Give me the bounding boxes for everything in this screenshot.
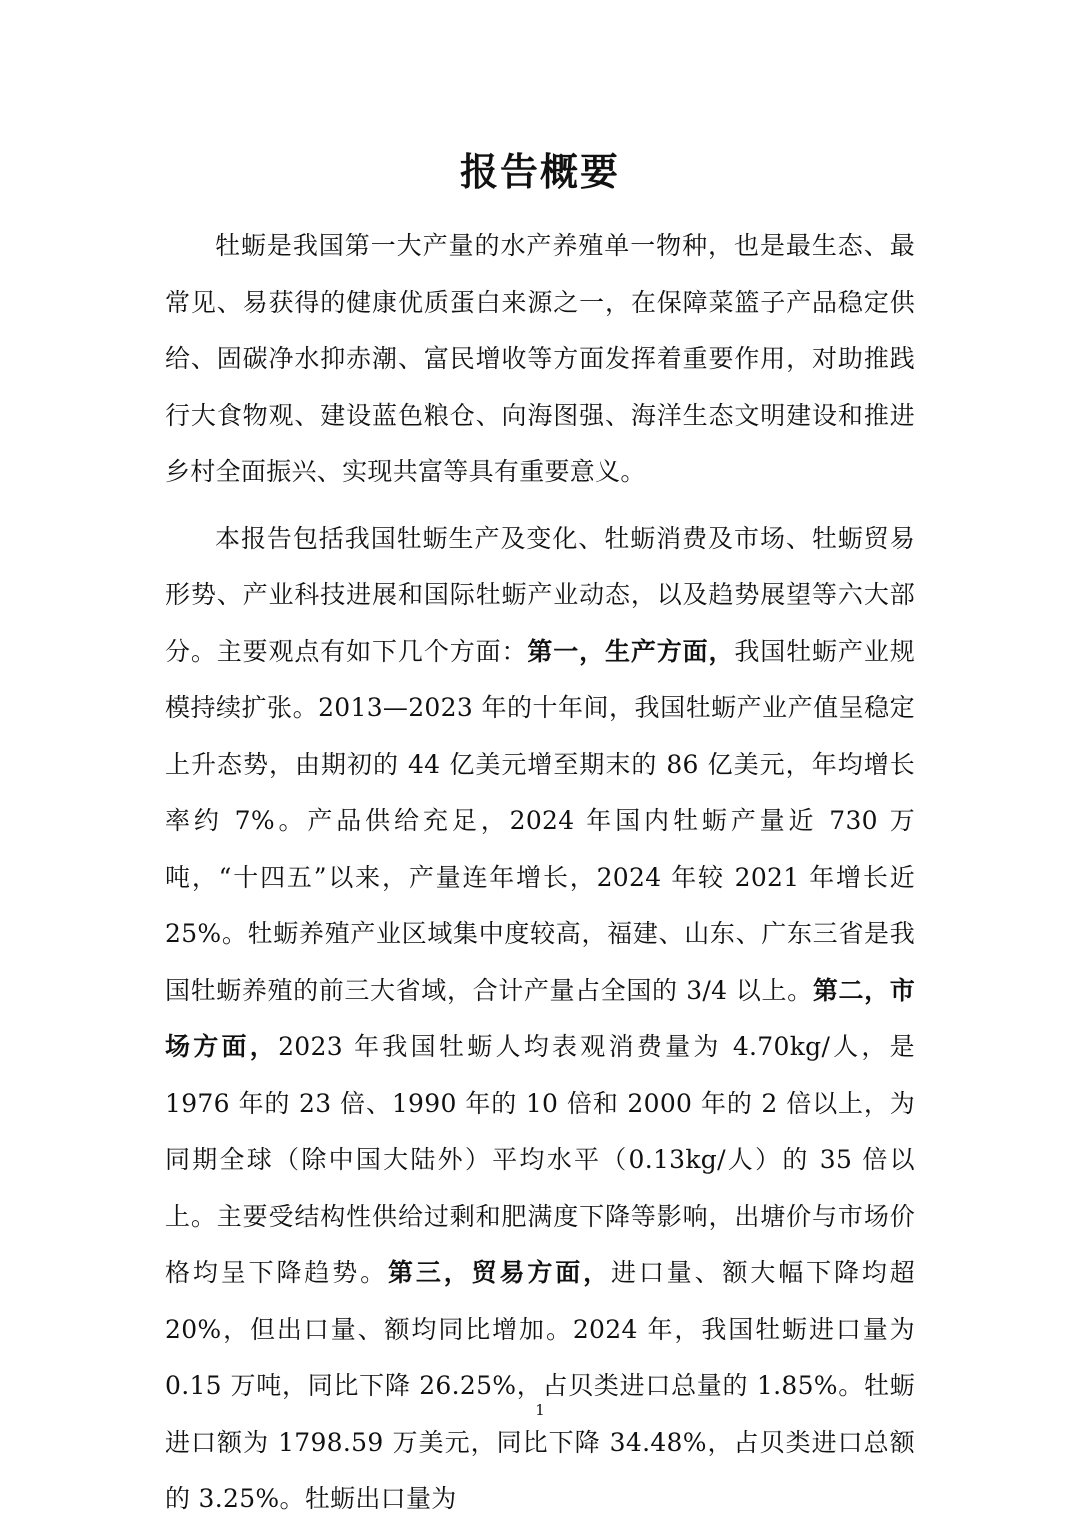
paragraph-text: 本报告包括我国牡蛎生产及变化、牡蛎消费及市场、牡蛎贸易形势、产业科技进展和国际牡蛎产业动态，以及趋势展望等六大部分。主要观点有如下几个方面： <box>165 523 915 666</box>
document-body <box>165 218 915 1528</box>
paragraph-text: 牡蛎是我国第一大产量的水产养殖单一物种，也是最生态、最常见、易获得的健康优质蛋白来源之一，在保障菜篮子产品稳定供给、固碳净水抑赤潮、富民增收等方面发挥着重要作用，对助推践行大食物观、建设蓝色粮仓、向海图强、海洋生态文明建设和推进乡村全面振兴、实现共富等具有重要意义。 <box>165 231 915 486</box>
page-title: 报告概要 <box>459 150 620 194</box>
page-number: 1 <box>535 1401 545 1419</box>
section-heading-production: 第一，生产方面， <box>527 636 735 666</box>
section-heading-market: 第二，市场方面， <box>165 975 916 1061</box>
paragraph-text: 进口量、额大幅下降均超 20%，但出口量、额均同比增加。2024 年，我国牡蛎进口量为 0.15 万吨，同比下降 26.25%，占贝类进口总量的 1.85%。牡蛎进口额为 1798.59 万美元，同比下降 34.48%，占贝类进口总额的 3.25%。牡蛎出口量为 <box>165 1258 915 1513</box>
paragraph-summary <box>165 511 915 1528</box>
paragraph-intro <box>165 218 915 501</box>
paragraph-text: 2023 年我国牡蛎人均表观消费量为 4.70kg/人，是 1976 年的 23 倍、1990 年的 10 倍和 2000 年的 2 倍以上，为同期全球（除中国大陆外）平均水平（0.13kg/人）的 35 倍以上。主要受结构性供给过剩和肥满度下降等影响，出塘价与市场价格均呈下降趋势。 <box>165 1032 915 1287</box>
section-heading-trade: 第三，贸易方面， <box>387 1258 611 1287</box>
paragraph-text: 我国牡蛎产业规模持续扩张。2013—2023 年的十年间，我国牡蛎产业产值呈稳定上升态势，由期初的 44 亿美元增至期末的 86 亿美元，年均增长率约 7%。产品供给充足，2024 年国内牡蛎产量近 730 万吨，“十四五”以来，产量连年增长，2024 年较 2021 年增长近 25%。牡蛎养殖产业区域集中度较高，福建、山东、广东三省是我国牡蛎养殖的前三大省域，合计产量占全国的 3/4 以上。 <box>165 636 915 1005</box>
